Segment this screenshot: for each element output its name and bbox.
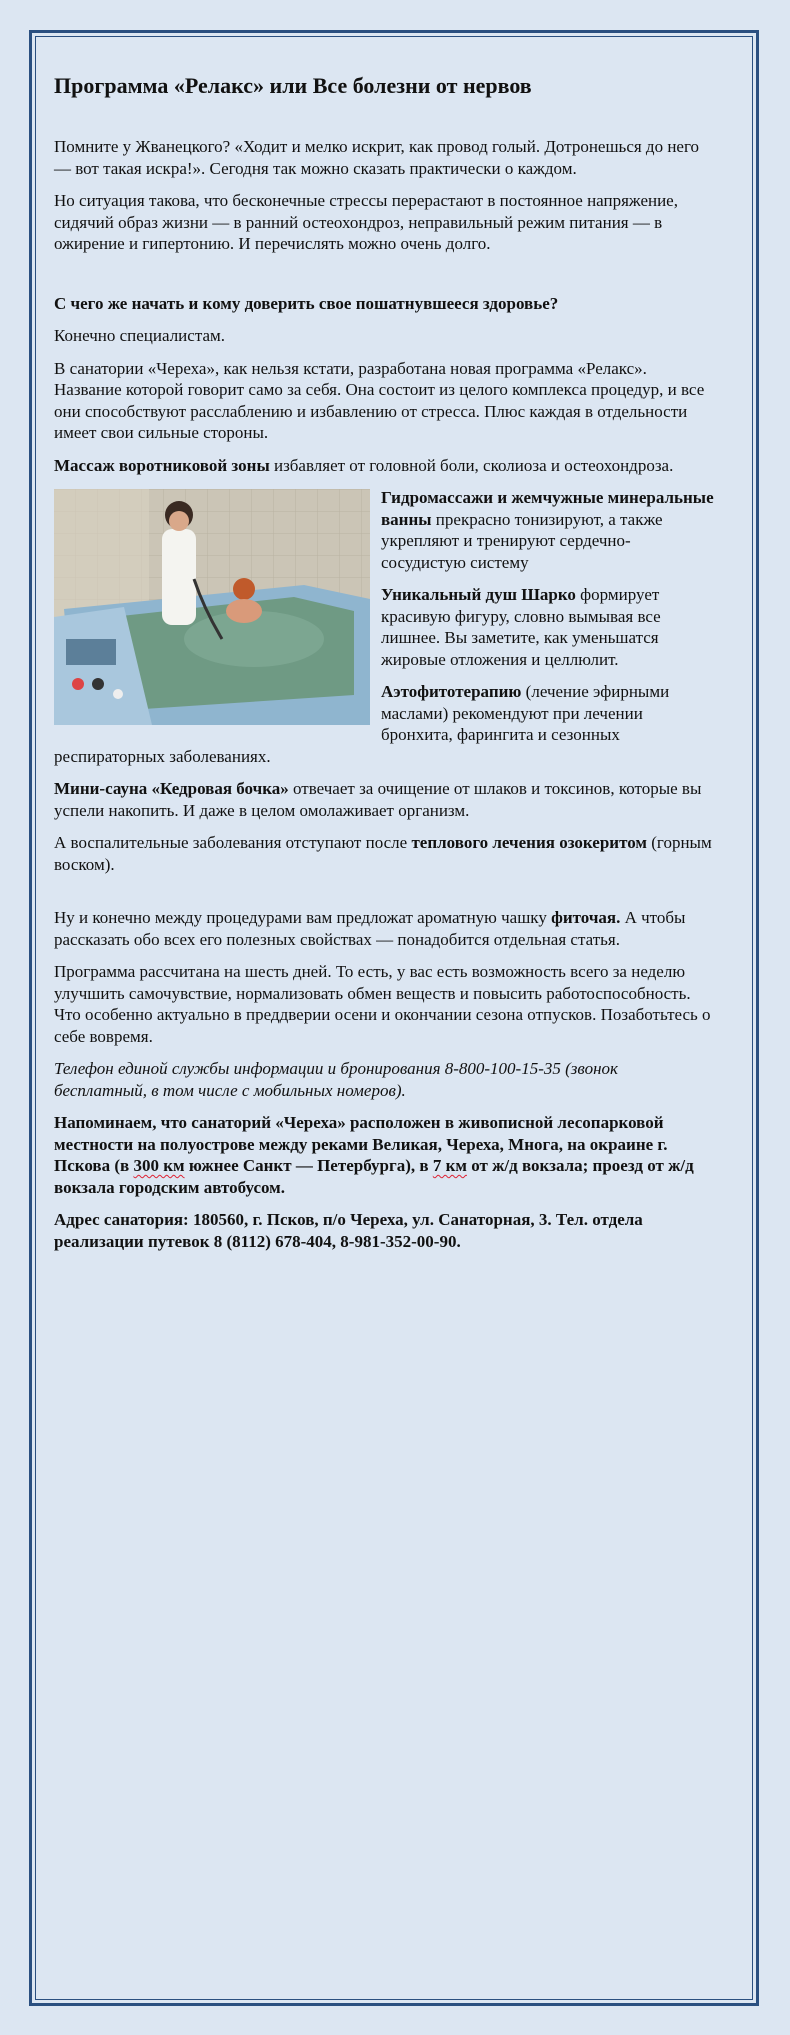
hydro-text: прекрасно тонизируют, а также укрепляют и тренируют сердечно-сосудистую систему [381,509,663,572]
article-title: Программа «Релакс» или Все болезни от нервов [54,73,532,98]
sauna-title: Мини-сауна «Кедровая бочка» [54,779,289,798]
aero-title: Аэтофитотерапию [381,682,522,701]
question-heading: С чего же начать и кому доверить свое пошатнувшееся здоровье? [54,293,559,313]
address-paragraph: Адрес санатория: 180560, г. Псков, п/о Череха, ул. Санаторная, 3. Тел. отдела реализации путевок 8 (8112) 678-404, 8-981-352-00-90. [54,1210,643,1251]
ozokerite-title: теплового лечения озокеритом [411,833,647,852]
phone-note: Телефон единой службы информации и бронирования 8-800-100-15-35 (звонок бесплатный, в том числе с мобильных номеров). [54,1059,618,1100]
ozokerite-paragraph [54,832,714,875]
location-text-a: Напоминаем, что санаторий «Череха» расположен в живописной лесопарковой местности на полуострове между реками Великая, Череха, Многа, на окраине г. Пскова (в [54,1113,668,1175]
tea-title: фиточая. [551,908,621,927]
distance-petersburg: 300 км [133,1156,185,1175]
duration-paragraph: Программа рассчитана на шесть дней. То есть, у вас есть возможность всего за неделю улучшить самочувствие, нормализовать обмен веществ и повысить работоспособность. Что особенно актуально в преддверии осени и окончании сезона отпусков. Позаботьтесь о себе вовремя. [54,962,711,1046]
massage-text: избавляет от головной боли, сколиоза и остеохондроза. [269,455,674,475]
hydromassage-photo [54,489,370,725]
massage-paragraph [54,455,714,477]
stress-paragraph: Но ситуация такова, что бесконечные стрессы перерастают в постоянное напряжение, сидячий образ жизни — в ранний остеохондроз, неправильный режим питания — в ожирение и гипертонию. И перечислять можно очень долго. [54,191,678,253]
ozokerite-pre: А воспалительные заболевания отступают после [54,833,412,852]
location-paragraph [54,1112,714,1198]
article [54,72,714,1263]
aero-text: (лечение эфирными маслами) рекомендуют при лечении бронхита, фарингита и сезонных респираторных заболеваниях. [54,682,670,766]
hydro-title: Гидромассажи и жемчужные минеральные ванны [381,488,714,529]
tea-post: А чтобы рассказать обо всех его полезных свойствах — понадобится отдельная статья. [54,908,686,949]
location-text-c: от ж/д вокзала; проезд от ж/д вокзала городским автобусом. [54,1156,694,1197]
charcot-text: формирует красивую фигуру, словно вымывая все лишнее. Вы заметите, как уменьшатся жировые отложения и целлюлит. [381,585,661,669]
charcot-title: Уникальный душ Шарко [381,585,576,604]
massage-title: Массаж воротниковой зоны [54,455,270,475]
tea-paragraph [54,907,714,950]
answer-paragraph: Конечно специалистам. [54,326,226,345]
program-paragraph: В санатории «Череха», как нельзя кстати, разработана новая программа «Релакс». Название которой говорит само за себя. Она состоит из целого комплекса процедур, и все они способствуют расслаблению и избавлению от стресса. Плюс каждая в отдельности имеет свои сильные стороны. [54,358,705,442]
ozokerite-post: (горным воском). [54,833,712,874]
distance-station: 7 км [432,1156,467,1175]
intro-paragraph: Помните у Жванецкого? «Ходит и мелко искрит, как провод голый. Дотронешься до него — вот такая искра!». Сегодня так можно сказать практически о каждом. [54,137,700,178]
sauna-paragraph [54,778,714,821]
location-text-b: южнее Санкт — Петербурга), в [184,1156,433,1175]
tea-pre: Ну и конечно между процедурами вам предложат ароматную чашку [54,908,552,927]
sauna-text: отвечает за очищение от шлаков и токсинов, которые вы успели накопить. И даже в целом омолаживает организм. [54,779,702,820]
